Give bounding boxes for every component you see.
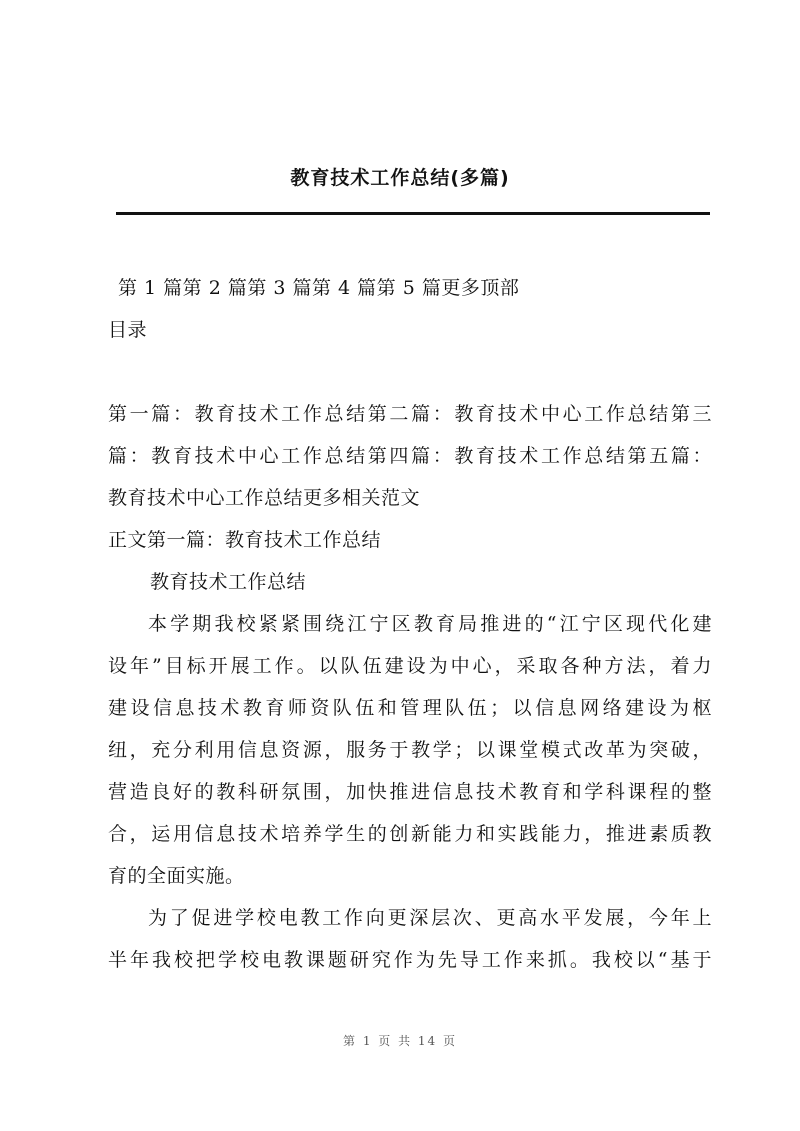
page-footer: 第 1 页 共 14 页: [343, 1034, 457, 1048]
section-heading: 教育技术工作总结: [150, 571, 307, 593]
toc-heading: 目录: [108, 319, 148, 341]
title-underline: [116, 212, 710, 215]
paragraph-line: 纽，充分利用信息资源，服务于教学；以课堂模式改革为突破，: [108, 739, 712, 761]
body-start-line: 正文第一篇：教育技术工作总结: [108, 529, 382, 551]
paragraph-line: 为了促进学校电教工作向更深层次、更高水平发展，今年上: [148, 907, 712, 929]
document-title: 教育技术工作总结(多篇): [290, 167, 510, 189]
paragraph-line: 建设信息技术教育师资队伍和管理队伍；以信息网络建设为枢: [108, 697, 712, 719]
paragraph-line: 半年我校把学校电教课题研究作为先导工作来抓。我校以“基于: [108, 949, 712, 971]
paragraph-line: 合，运用信息技术培养学生的创新能力和实践能力，推进素质教: [108, 823, 712, 845]
toc-line: 第一篇：教育技术工作总结第二篇：教育技术中心工作总结第三: [108, 403, 712, 425]
toc-line: 教育技术中心工作总结更多相关范文: [108, 487, 421, 509]
toc-line: 篇：教育技术中心工作总结第四篇：教育技术工作总结第五篇：: [108, 445, 712, 467]
paragraph-line: 本学期我校紧紧围绕江宁区教育局推进的“江宁区现代化建: [148, 613, 712, 635]
paragraph-line: 育的全面实施。: [108, 865, 245, 887]
section-nav-line: 第 1 篇第 2 篇第 3 篇第 4 篇第 5 篇更多顶部: [118, 277, 520, 299]
paragraph-line: 营造良好的教科研氛围，加快推进信息技术教育和学科课程的整: [108, 781, 712, 803]
paragraph-line: 设年”目标开展工作。以队伍建设为中心，采取各种方法，着力: [108, 655, 712, 677]
